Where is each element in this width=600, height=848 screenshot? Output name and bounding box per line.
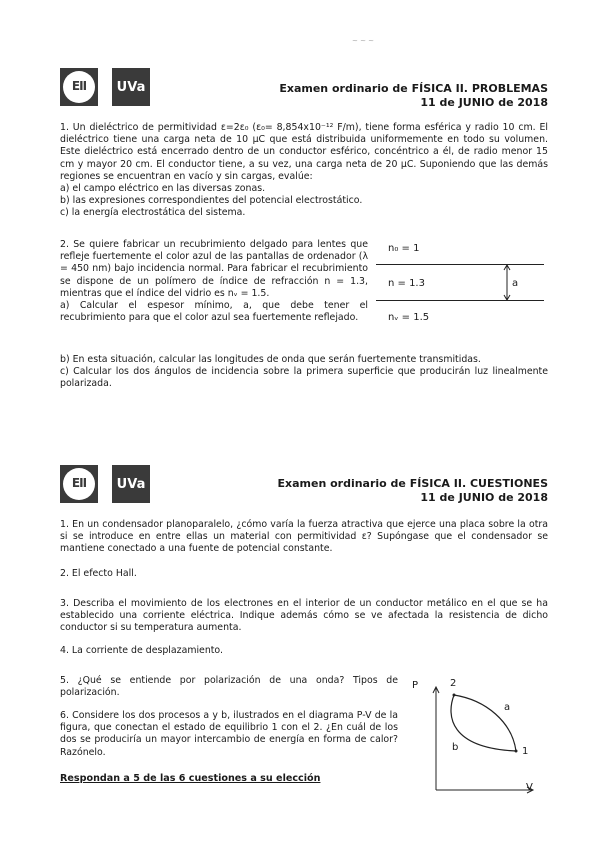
cuestion-2-text: 2. El efecto Hall. — [60, 568, 137, 579]
cuestion-5 — [60, 675, 398, 699]
path-b-label: b — [452, 742, 459, 753]
cuestion-6-text: 6. Considere los dos procesos a y b, ilustrados en el diagrama P-V de la figura, que conectan el estado de equilibrio 1 con el 2. ¿En cuál de los dos se produciría un mayor intercambio de energía en forma de calor? Razónelo. — [60, 710, 398, 758]
path-a-label: a — [504, 702, 511, 713]
v-axis-label: V — [526, 782, 533, 793]
uva-logo — [112, 68, 150, 106]
problem-2-statement: 2. Se quiere fabricar un recubrimiento delgado para lentes que refleje fuertemente el color azul de las pantallas de ordenador (λ = 450 nm) bajo incidencia normal. Para fabricar el recubrimiento se dispone de un polímero de índice de refracción n = 1.3, mientras que el índice del vidrio es nᵥ = 1.5. — [60, 239, 368, 299]
cuestion-1 — [60, 519, 548, 556]
problem-2-part-a: a) Calcular el espesor mínimo, a, que debe tener el recubrimiento para que el color azul sea fuertemente reflejado. — [60, 300, 368, 324]
cuestion-4-text: 4. La corriente de desplazamiento. — [60, 645, 223, 656]
film-top-surface — [376, 264, 544, 265]
cuestiones-title: Examen ordinario de FÍSICA II. CUESTIONES — [277, 477, 548, 490]
state-2-point — [453, 694, 456, 697]
state-1-label: 1 — [522, 746, 529, 757]
problems-title: Examen ordinario de FÍSICA II. PROBLEMAS — [279, 82, 548, 95]
uva-logo-text-2: UVa — [116, 476, 146, 492]
problem-2-parts — [60, 354, 548, 391]
eii-logo-text-2: EII — [71, 476, 87, 490]
problem-1-part-a: a) el campo eléctrico en las diversas zonas. — [60, 183, 266, 195]
problem-2-part-c: c) Calcular los dos ángulos de incidencia sobre la primera superficie que producirán luz linealmente polarizada. — [60, 366, 548, 390]
index-air-label: n₀ = 1 — [388, 243, 420, 254]
problem-2-statement-block — [60, 239, 368, 324]
cuestion-3 — [60, 598, 548, 635]
film-bottom-surface — [376, 300, 544, 301]
pv-diagram — [408, 676, 558, 806]
instructions-footer: Respondan a 5 de las 6 cuestiones a su elección — [60, 773, 321, 784]
uva-logo-2 — [112, 465, 150, 503]
cuestion-5-text: 5. ¿Qué se entiende por polarización de una onda? Tipos de polarización. — [60, 675, 398, 699]
state-2-label: 2 — [450, 678, 457, 689]
index-film-label: n = 1.3 — [388, 278, 425, 289]
problem-1-part-b: b) las expresiones correspondientes del potencial electrostático. — [60, 195, 363, 207]
pencil-mark: ~ ~ ~ — [352, 37, 375, 45]
cuestiones-date: 11 de JUNIO de 2018 — [420, 491, 548, 504]
cuestiones-header — [277, 477, 548, 505]
problem-1-part-c: c) la energía electrostática del sistema. — [60, 207, 246, 219]
cuestion-1-text: 1. En un condensador planoparalelo, ¿cómo varía la fuerza atractiva que ejerce una placa sobre la otra si se introduce en entre ellas un material con permitividad ε? Supóngase que el condensador se mantiene conectado a una fuente de potencial constante. — [60, 519, 548, 555]
cuestion-3-text: 3. Describa el movimiento de los electrones en el interior de un conductor metálico en el que se ha establecido una corriente eléctrica. Indique además cómo se ve afectada la resistencia de dicho conductor si su temperatura aumenta. — [60, 598, 548, 634]
problem-1-statement: 1. Un dieléctrico de permitividad ε=2ε₀ (ε₀= 8,854x10⁻¹² F/m), tiene forma esférica y radio 10 cm. El dieléctrico tiene una carga neta de 10 μC que está distribuida uniformemente en todo su volumen. Este dieléctrico está encerrado dentro de un conductor esférico, concéntrico a él, de radio menor 15 cm y mayor 20 cm. El conductor tiene, a su vez, una carga neta de 20 μC. Suponiendo que las demás regiones se encuentran en vacío y sin cargas, evalúe: — [60, 122, 548, 182]
problems-date: 11 de JUNIO de 2018 — [420, 96, 548, 109]
problem-1 — [60, 122, 548, 220]
index-glass-label: nᵥ = 1.5 — [388, 312, 430, 323]
problems-header — [279, 82, 548, 110]
eii-logo-2 — [60, 465, 98, 503]
pv-axes — [408, 676, 558, 806]
uva-logo-text: UVa — [116, 79, 146, 95]
cuestion-6 — [60, 710, 398, 759]
cuestion-4 — [60, 645, 548, 657]
problem-2-part-b: b) En esta situación, calcular las longitudes de onda que serán fuertemente transmitidas. — [60, 354, 481, 365]
state-1-point — [515, 750, 518, 753]
thickness-label: a — [512, 278, 519, 289]
cuestion-2 — [60, 568, 548, 580]
eii-logo — [60, 68, 98, 106]
p-axis-label: P — [412, 680, 419, 691]
eii-logo-text: EII — [71, 79, 87, 93]
